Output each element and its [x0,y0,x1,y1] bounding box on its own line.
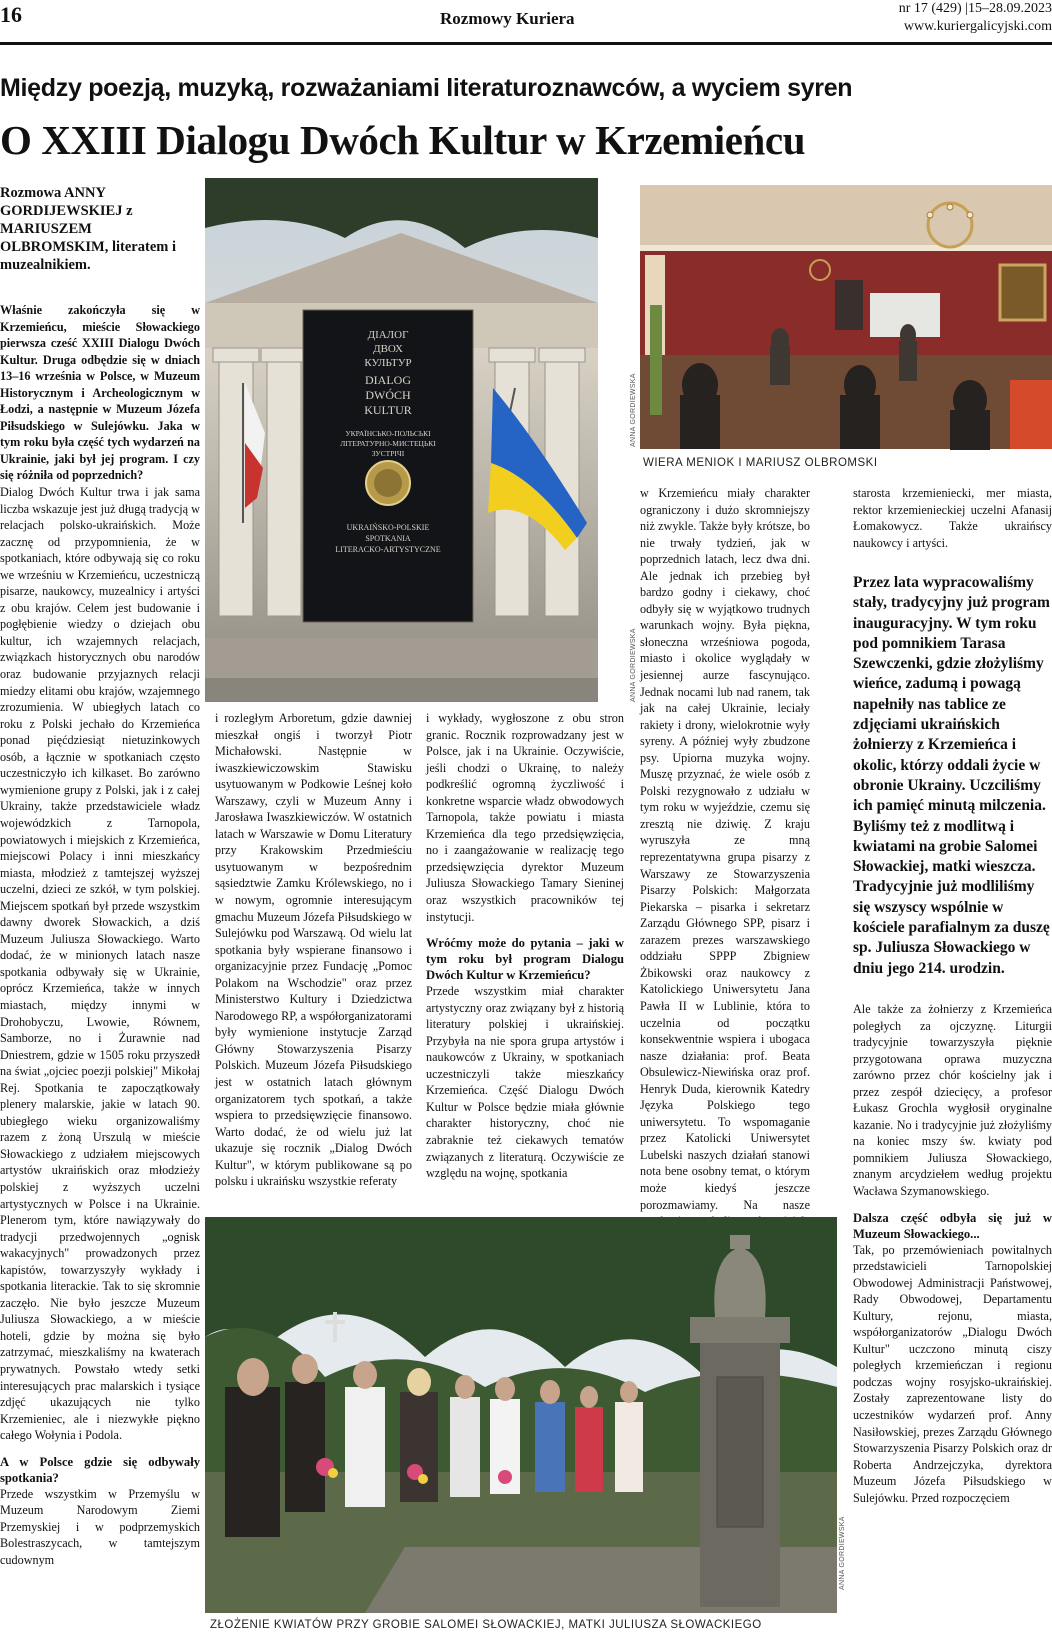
intro-question: Właśnie zakończyła się w Krzemieńcu, mieście Słowackiego pierwsza cześć XXIII Dialogu Dwóch Kultur. Druga odbędzie się w dniach 13–16 września w Polsce, w Muzeum Historycznym i Archeologicznym w Łodzi, a następnie w Muzeum Józefa Piłsudskiego w Sulejówku. Jaka w tym roku była część tych wydarzeń na Ukrainie, jaki był jej program. I czy się różniła od poprzednich? [0,303,200,483]
question-3: Wróćmy może do pytania – jaki w tym roku był program Dialogu Dwóch Kultur w Krzemieńcu? [426,936,624,983]
banner-text: DWÓCH [365,388,411,402]
column-5-top [853,485,1052,563]
banner-text: LITERACKO-ARTYSTYCZNE [335,545,441,554]
photo-credit-hall: ANNA GORDIEWSKA [630,373,637,447]
question-2: A w Polsce gdzie się odbywały spotkania? [0,1454,200,1485]
answer-3-end: starosta krzemieniecki, mer miasta, rektor krzemienieckiej uczelni Afanasij Łomakowycz. Także ukraińscy naukowcy i artyści. [853,486,1052,550]
photo-caption-grave: ZŁOŻENIE KWIATÓW PRZY GROBIE SALOMEI SŁOWACKIEJ, MATKI JULIUSZA SŁOWACKIEGO [210,1619,762,1631]
issue-number: nr 17 (429) |15–28.09.2023 [898,1,1052,16]
banner-illustration [205,178,598,702]
answer-3-cont: w Krzemieńcu miały charakter ograniczony i dużo skromniejszy niż zwykle. Także były krótsze, bo nie trwały tydzień, jak w poprzednich latach, lecz dwa dni. Ale jednak ich przebieg był bardzo godny i ciekawy, choć odbyły się w wyjątkowo trudnych warunkach wojny. Była piękna, słoneczna wrześniowa pogoda, miasto i okolice wyglądały w jesiennej aurze fascynująco. Jednak nocami lub nad ranem, tak jak na całej Ukrainie, leciały rakiety i drony, wielokrotnie wyły syreny. A później wyły zbudzone psy. Upiorna muzyka wojny. Muszę przyznać, że wiele osób z Polski rezygnowało z udziału w tym roku w wyjeździe, czemu się zresztą nie dziwię. Z kraju wyruszyła ze mną reprezentatywna grupa pisarzy z Warszawy ze Stowarzyszenia Pisarzy Polskich: Małgorzata Piekarska – pisarka i sekretarz Zarządu Głównego SPP, pisarz i zarazem prezes warszawskiego oddziału SPPP Zbigniew Żbikowski oraz naukowcy z Katolickiego Uniwersytetu Jana Pawła II w Lublinie, która to uczelnia od początku konsekwentnie wspiera i ubogaca nasze działania: prof. Beata Obsulewicz-Niewińska oraz prof. Henryk Duda, kierownik Katedry Języka Polskiego tego uniwersytetu. To wspomaganie przez Katolicki Uniwersytet Lubelski naszych działań stanowi nota bene osobny temat, o którym może kiedyś jeszcze porozmawiamy. Na nasze [640,486,810,1212]
answer-1: Dialog Dwóch Kultur trwa i jak sama liczba wskazuje jest już długą tradycją w relacjach polsko-ukraińskich. Może zacznę od przypomnienia, że w spotkaniach, które odbywają się co roku we wrześniu w Krzemieńcu, uczestniczą pisarze, naukowcy, muzealnicy i artyści z obu krajów. Celem jest budowanie i pogłębienie wiedzy o dziejach obu kultur, ich wzajemnych relacjach, związkach historycznych obu narodów oraz budowanie przyjaznych relacji miedzy elitami obu krajów, wzajemnego zrozumienia. W ubiegłych latach co roku z Polski jechało do Krzemieńca ponad pięćdziesiąt nietuzinkowych osób, a łącznie w spotkaniach często uczestniczyło ich kilkaset. Bo zarówno wymienione grupy z Polski, jak i z całej Ukrainy, także przedstawiciele władz wojewódzkich z Tarnopola, powiatowych i miejskich z Krzemieńca, miejscowi Polacy i inni mieszkańcy miasta, młodzież z tamtejszej wyższej uczelni, dzieci ze szkół, w tym polskiej. Miejscem spotkań był przede wszystkim dawny dworek Słowackich, a dziś Muzeum Juliusza Słowackiego. Warto dodać, że w minionych latach nasze spotkania odbywały się w Ukrainie, oprócz Krzemieńca, także w innych miastach, między innymi w Drohobyczu, Lwowie, Równem, Samborze, no i Żurawnie nad Dniestrem, gdzie w 1505 roku przyszedł na świat „ojciec poezji polskiej" Mikołaj Rej. Spotkania te zapoczątkowały plenery malarskie, jakie w latach 90. ubiegłego wieku organizowaliśmy razem z żoną Urszulą w mieście Słowackiego z udziałem miejscowych artystów ukraińskich oraz młodzieży polskiej z wyższych uczelni artystycznych w Polsce i na Ukrainie. Plenerom tym, które nawiązywały do tradycji przedwojennych „ognisk wakacyjnych" prowadzonych przez kapistów, towarzyszyły wykłady i spotkania literackie. Tak to się skromnie zaczęło. Nie było jeszcze Muzeum Juliusza Słowackiego, a w mieście hoteli, gdzie by można się było zatrzymać, mieszkaliśmy na kwaterach prywatnych. Powstało wtedy setki interesujących prac malarskich i tysiące zdjęć ukazujących nie tylko Krzemieniec, ale i niezwykłe piękno całego Wołynia i Podola. [0,485,200,1443]
answer-4-start: Tak, po przemówieniach powitalnych przedstawicieli Tarnopolskiej Obwodowej Administracji Państwowej, Rady Obwodowej, Departamentu Kultury, rejonu, miasta, współorganizatorów „Dialogu Dwóch Kultur" uczczono minutą ciszy poległych krzemieńczan i regionu podczas wojny rosyjsko-ukraińskiej. Zostały zaprezentowane listy do uczestników wydarzeń prof. Anny Nasiłowskiej, prezes Zarządu Głównego Stowarzyszenia Pisarzy Polskich oraz dr Roberta Andrzejczyka, dyrektora Muzeum Józefa Piłsudskiego w Sulejówku. Przed rozpoczęciem [853,1242,1052,1505]
article-title: O XXIII Dialogu Dwóch Kultur w Krzemieńcu [0,117,806,163]
page-number: 16 [0,2,22,27]
website: www.kuriergalicyjski.com [903,19,1052,34]
photo-grave [205,1217,837,1613]
column-5-bottom [853,1001,1052,1636]
header-rule [0,42,1052,45]
banner-text: ЛІТЕРАТУРНО-МИСТЕЦЬКІ [340,439,436,448]
issue-info [899,0,1052,36]
answer-2-start: Przede wszystkim w Przemyślu w Muzeum Narodowym Ziemi Przemyskiej i w podprzemyskich Bolestraszycach, w tamtejszym cudownym [0,1486,200,1567]
answer-2-end: i wykłady, wygłoszone z obu stron granic. Rocznik rozprowadzany jest w Polsce, jak i na Ukrainie. Oczywiście, jeśli chodzi o Ukrainę, to należy podkreślić ogromną życzliwość i konkretne wsparcie władz obwodowych Tarnopola, także powiatu i miasta Krzemieńca dla tego przedsięwzięcia, no i zaangażowanie w realizację tego przedsięwzięcia dyrektor Muzeum Juliusza Słowackiego Tamary Sieninej oraz wszystkich pracowników tej instytucji. [426,711,624,924]
column-4 [640,485,810,1215]
pull-quote: Przez lata wypracowaliśmy stały, tradycyjny już program inauguracyjny. W tym roku pod pomnikiem Tarasa Szewczenki, gdzie złożyliśmy wieńce, zadumą i powagą napełniły nas tablice ze zdjęciami ukraińskich żołnierzy z Krzemieńca i okolic, którzy oddali życie w obronie Ukrainy. Uczciliśmy ich pamięć minutą milczenia. Byliśmy też z modlitwą i kwiatami na grobie Salomei Słowackiej, matki wieszcza. Tradycyjnie już modliliśmy się wszyscy wspólnie w kościele parafialnym za duszę sp. Juliusza Słowackiego w dniu jego 214. urodzin. [853,574,1050,977]
banner-text: УКРАЇНСЬКО-ПОЛЬСЬКІ [345,429,431,438]
column-3 [426,710,624,1215]
banner-text: КУЛЬТУР [364,357,412,369]
banner-text: DIALOG [365,373,411,387]
article-kicker: Między poezją, muzyką, rozważaniami literaturoznawców, a wyciem syren [0,74,853,102]
banner-text: ДВОХ [373,343,403,355]
column-2 [215,710,412,1215]
grave-illustration [205,1217,837,1613]
answer-3-final: Ale także za żołnierzy z Krzemieńca poległych za ojczyznę. Liturgii tradycyjnie towarzyszyła pięknie przygotowana oprawa muzyczna zarówno przez chór kościelny jak i przez zespół dziecięcy, a profesor Łukasz Grochla wygłosił oryginalne kazanie. No i tradycyjnie już złożyliśmy na koniec mszy św. kwiaty pod pomnikiem Juliusza Słowackiego, znanym arcydziełem według projektu Wacława Szymanowskiego. [853,1002,1052,1199]
banner-text: UKRAIŃSKO-POLSKIE [346,523,430,532]
photo-banner [205,178,598,702]
answer-2-cont: i rozległym Arboretum, gdzie dawniej mieszkał ongiś i tworzył Piotr Michałowski. Następnie w iwaszkiewiczowskim Stawisku usytuowanym w Podkowie Leśnej koło Warszawy, czyli w Muzeum Anny i Jarosława Iwaszkiewiczów. W ostatnich latach w Warszawie w Domu Literatury przy Krakowskim Przedmieściu usytuowanym w bezpośrednim sąsiedztwie Zamku Królewskiego, no i w nowym, ogromnie interesującym gmachu Muzeum Józefa Piłsudskiego w Sulejówku pod Warszawą. Od wielu lat spotkania były wspierane finansowo i organizacyjnie przez Fundację „Pomoc Polakom na Wschodzie" oraz przez Ministerstwo Kultury i Dziedzictwa Narodowego RP, a współorganizatorami były wymienione instytucje Zarząd Główny Stowarzyszenia Pisarzy Polskich. Muzeum Józefa Piłsudskiego jest w ostatnich latach głównym organizatorem tych spotkań, a także wspiera to przedsięwzięcie finansowo. Warto dodać, że od wielu już lat ukazuje się rocznik „Dialog Dwóch Kultur", w którym publikowane są po polsku i ukraińsku wszystkie referaty [215,711,412,1189]
section-title: Rozmowy Kuriera [440,9,575,28]
banner-text: ЗУСТРІЧІ [371,449,405,458]
photo-hall [640,185,1052,449]
hall-illustration [640,185,1052,449]
banner-text: SPOTKANIA [365,534,411,543]
photo-credit-banner: ANNA GORDIEWSKA [630,628,637,702]
photo-credit-grave: ANNA GORDIEWSKA [839,1516,846,1590]
banner-text: ДІАЛОГ [367,329,409,341]
question-4: Dalsza część odbyła się już w Muzeum Słowackiego... [853,1210,1052,1241]
byline: Rozmowa ANNY GORDIJEWSKIEJ z MARIUSZEM OLBROMSKIM, literatem i muzealnikiem. [0,185,176,273]
answer-3-start: Przede wszystkim miał charakter artystyczny oraz związany był z historią literatury polskiej i ukraińskiej. Przybyła na nie spora grupa artystów i naukowców z Ukrainy, w spotkaniach uczestniczyli także mieszkańcy Krzemieńca. Część Dialogu Dwóch Kultur w Polsce będzie miała głównie charakter historyczny, choć nie zabraknie też ciekawych tematów związanych z literaturą. Oczywiście ze względu na wojnę, spotkania [426,984,624,1181]
banner-text: KULTUR [364,403,412,417]
photo-caption-hall: WIERA MENIOK I MARIUSZ OLBROMSKI [643,457,878,469]
column-1 [0,302,200,1636]
